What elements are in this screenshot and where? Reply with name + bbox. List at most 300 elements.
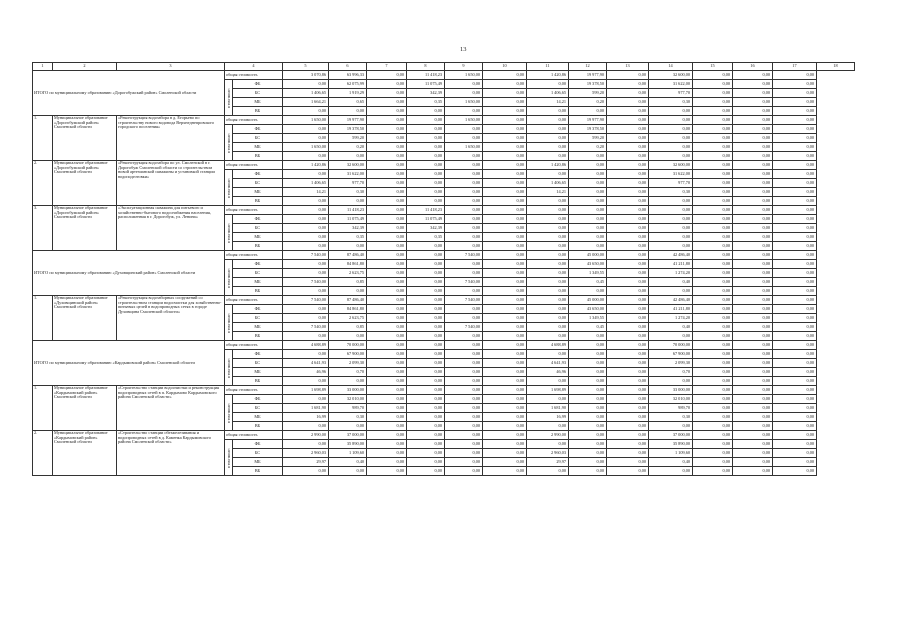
column-number-cell: 5 bbox=[283, 63, 329, 71]
value-cell: 0,00 bbox=[283, 377, 329, 386]
value-cell: 0,00 bbox=[649, 332, 693, 341]
value-cell: 45 000,00 bbox=[569, 251, 607, 260]
value-cell: 0,00 bbox=[569, 215, 607, 224]
value-cell: 989,70 bbox=[649, 404, 693, 413]
value-cell: 0,00 bbox=[607, 305, 649, 314]
value-cell: 0,00 bbox=[693, 341, 733, 350]
value-cell: 0,00 bbox=[407, 440, 445, 449]
value-cell: 0,00 bbox=[483, 71, 527, 80]
value-cell: 0,00 bbox=[283, 152, 329, 161]
value-cell: 0,00 bbox=[407, 449, 445, 458]
value-cell: 0,00 bbox=[445, 368, 483, 377]
value-cell: 0,00 bbox=[773, 386, 817, 395]
value-cell: 0,00 bbox=[329, 152, 367, 161]
cost-type-label: общая стоимость bbox=[225, 296, 283, 305]
value-cell: 0,00 bbox=[733, 107, 773, 116]
value-cell: 4 641,93 bbox=[283, 359, 329, 368]
value-cell: 0,00 bbox=[407, 431, 445, 440]
value-cell: 7 540,00 bbox=[283, 323, 329, 332]
value-cell: 0,00 bbox=[693, 242, 733, 251]
value-cell: 0,00 bbox=[367, 170, 407, 179]
value-cell: 43 650,00 bbox=[569, 305, 607, 314]
value-cell: 0,00 bbox=[445, 467, 483, 476]
value-cell: 0,00 bbox=[407, 395, 445, 404]
value-cell: 0,00 bbox=[693, 467, 733, 476]
value-cell: 0,35 bbox=[407, 233, 445, 242]
funding-source-label: МБ bbox=[233, 98, 283, 107]
value-cell: 0,00 bbox=[607, 332, 649, 341]
value-cell: 0,00 bbox=[407, 134, 445, 143]
in-that-number-text: в том числе: bbox=[226, 267, 231, 288]
value-cell: 0,00 bbox=[445, 269, 483, 278]
in-that-number-text: в том числе: bbox=[226, 177, 231, 198]
value-cell: 1 681,90 bbox=[527, 404, 569, 413]
value-cell: 32 010,00 bbox=[649, 395, 693, 404]
value-cell: 0,00 bbox=[607, 404, 649, 413]
value-cell: 0,00 bbox=[693, 422, 733, 431]
value-cell: 0,00 bbox=[367, 413, 407, 422]
value-cell: 977,70 bbox=[649, 89, 693, 98]
value-cell: 0,00 bbox=[649, 143, 693, 152]
municipality-name: Муниципальное образование «Дорогобужский район» Смоленской области bbox=[53, 116, 117, 161]
value-cell: 0,00 bbox=[527, 206, 569, 215]
value-cell: 0,00 bbox=[367, 422, 407, 431]
value-cell: 0,00 bbox=[693, 413, 733, 422]
column-number-cell: 16 bbox=[733, 63, 773, 71]
value-cell: 977,70 bbox=[329, 179, 367, 188]
value-cell: 0,20 bbox=[569, 98, 607, 107]
municipality-name: Муниципальное образование «Кардымовский район» Смоленской области bbox=[53, 386, 117, 431]
funding-source-label: БС bbox=[233, 269, 283, 278]
value-cell: 0,00 bbox=[569, 449, 607, 458]
value-cell: 0,85 bbox=[329, 278, 367, 287]
value-cell: 35 890,00 bbox=[329, 440, 367, 449]
value-cell: 16,99 bbox=[527, 413, 569, 422]
value-cell: 0,00 bbox=[607, 440, 649, 449]
value-cell: 0,00 bbox=[483, 395, 527, 404]
value-cell: 0,00 bbox=[649, 224, 693, 233]
value-cell: 0,00 bbox=[773, 350, 817, 359]
value-cell: 0,00 bbox=[773, 395, 817, 404]
value-cell: 0,00 bbox=[693, 269, 733, 278]
value-cell: 0,00 bbox=[407, 251, 445, 260]
total-label: ИТОГО по муниципальному образованию «Дорогобужский район» Смоленской области bbox=[33, 71, 225, 116]
value-cell: 45 000,00 bbox=[569, 296, 607, 305]
value-cell: 0,00 bbox=[693, 179, 733, 188]
column-number-cell: 15 bbox=[693, 63, 733, 71]
value-cell: 0,00 bbox=[283, 80, 329, 89]
value-cell: 0,00 bbox=[483, 341, 527, 350]
value-cell: 1 109,60 bbox=[329, 449, 367, 458]
value-cell: 4 688,89 bbox=[283, 341, 329, 350]
value-cell: 0,00 bbox=[367, 440, 407, 449]
value-cell: 0,00 bbox=[733, 251, 773, 260]
value-cell: 87 486,40 bbox=[329, 251, 367, 260]
column-number-cell: 18 bbox=[817, 63, 855, 71]
value-cell: 0,00 bbox=[773, 467, 817, 476]
municipality-name: Муниципальное образование «Дорогобужский район» Смоленской области bbox=[53, 206, 117, 251]
value-cell: 19 977,90 bbox=[329, 116, 367, 125]
value-cell: 0,00 bbox=[527, 296, 569, 305]
value-cell: 0,00 bbox=[407, 242, 445, 251]
value-cell: 0,00 bbox=[733, 71, 773, 80]
value-cell: 0,00 bbox=[483, 422, 527, 431]
value-cell: 0,00 bbox=[607, 161, 649, 170]
value-cell: 0,00 bbox=[607, 143, 649, 152]
value-cell: 0,00 bbox=[649, 197, 693, 206]
value-cell: 0,00 bbox=[773, 143, 817, 152]
value-cell: 0,00 bbox=[407, 161, 445, 170]
value-cell: 2 623,75 bbox=[329, 269, 367, 278]
object-name: «Строительство станции водоочистки и реконструкция водопроводных сетей в п. Кардымово Кардымовского района Смоленской области» bbox=[117, 386, 225, 431]
value-cell: 0,00 bbox=[773, 242, 817, 251]
value-cell: 0,00 bbox=[733, 296, 773, 305]
value-cell: 1 349,55 bbox=[569, 269, 607, 278]
value-cell: 0,00 bbox=[445, 350, 483, 359]
column-number-cell: 10 bbox=[483, 63, 527, 71]
value-cell: 342,39 bbox=[407, 89, 445, 98]
funding-source-label: БС bbox=[233, 404, 283, 413]
value-cell: 0,00 bbox=[483, 323, 527, 332]
value-cell: 4 688,89 bbox=[527, 341, 569, 350]
value-cell: 0,30 bbox=[329, 413, 367, 422]
value-cell: 0,00 bbox=[607, 116, 649, 125]
value-cell: 19 378,50 bbox=[569, 125, 607, 134]
value-cell: 0,00 bbox=[607, 224, 649, 233]
value-cell: 63 996,33 bbox=[329, 71, 367, 80]
item-number: 1. bbox=[33, 386, 53, 431]
value-cell: 0,00 bbox=[607, 314, 649, 323]
value-cell: 0,00 bbox=[773, 215, 817, 224]
in-that-number-text: в том числе: bbox=[226, 447, 231, 468]
column-number-cell: 7 bbox=[367, 63, 407, 71]
value-cell: 0,00 bbox=[733, 242, 773, 251]
value-cell: 0,00 bbox=[569, 368, 607, 377]
value-cell: 0,00 bbox=[407, 314, 445, 323]
value-cell: 11 418,23 bbox=[407, 71, 445, 80]
value-cell: 0,00 bbox=[367, 179, 407, 188]
value-cell: 0,00 bbox=[407, 386, 445, 395]
column-number-cell: 2 bbox=[53, 63, 117, 71]
value-cell: 1 650,00 bbox=[445, 98, 483, 107]
value-cell: 1 406,65 bbox=[527, 89, 569, 98]
cost-type-label: общая стоимость bbox=[225, 251, 283, 260]
value-cell: 1 650,00 bbox=[283, 116, 329, 125]
value-cell: 0,00 bbox=[607, 197, 649, 206]
value-cell: 0,00 bbox=[367, 350, 407, 359]
table-body bbox=[33, 63, 855, 476]
value-cell: 0,00 bbox=[283, 134, 329, 143]
value-cell: 0,00 bbox=[733, 386, 773, 395]
value-cell: 0,00 bbox=[607, 215, 649, 224]
value-cell: 1 919,29 bbox=[329, 89, 367, 98]
value-cell: 0,00 bbox=[367, 233, 407, 242]
value-cell: 0,00 bbox=[607, 242, 649, 251]
value-cell: 0,00 bbox=[607, 80, 649, 89]
column-number-cell: 3 bbox=[117, 63, 225, 71]
value-cell: 0,00 bbox=[367, 458, 407, 467]
value-cell: 0,00 bbox=[607, 269, 649, 278]
value-cell: 0,00 bbox=[733, 152, 773, 161]
value-cell: 0,00 bbox=[527, 107, 569, 116]
value-cell: 0,00 bbox=[367, 395, 407, 404]
value-cell: 0,00 bbox=[607, 188, 649, 197]
funding-source-label: БС bbox=[233, 224, 283, 233]
value-cell: 0,00 bbox=[407, 296, 445, 305]
value-cell: 7 540,00 bbox=[283, 251, 329, 260]
object-name: «Реконструкция водозабора по ул. Смоленской в г. Дорогобуж Смоленской области со строительством новой артезианской скважины и установкой станции водоподготовки» bbox=[117, 161, 225, 206]
value-cell: 0,00 bbox=[607, 260, 649, 269]
value-cell: 0,00 bbox=[483, 251, 527, 260]
value-cell: 0,00 bbox=[367, 197, 407, 206]
value-cell: 0,00 bbox=[407, 332, 445, 341]
value-cell: 0,00 bbox=[693, 80, 733, 89]
value-cell: 0,00 bbox=[773, 80, 817, 89]
value-cell: 0,00 bbox=[649, 134, 693, 143]
value-cell: 1 420,86 bbox=[283, 161, 329, 170]
funding-source-label: ВБ bbox=[233, 467, 283, 476]
value-cell: 0,00 bbox=[649, 377, 693, 386]
value-cell: 0,00 bbox=[569, 188, 607, 197]
value-cell: 0,00 bbox=[693, 71, 733, 80]
value-cell: 0,00 bbox=[569, 170, 607, 179]
value-cell: 2 990,00 bbox=[283, 431, 329, 440]
value-cell: 0,00 bbox=[733, 449, 773, 458]
value-cell: 0,30 bbox=[649, 188, 693, 197]
value-cell: 0,00 bbox=[693, 188, 733, 197]
total-label: ИТОГО по муниципальному образованию «Духовщинский район» Смоленской области bbox=[33, 251, 225, 296]
value-cell: 1 650,00 bbox=[445, 143, 483, 152]
value-cell: 0,00 bbox=[527, 260, 569, 269]
value-cell: 42 486,40 bbox=[649, 296, 693, 305]
value-cell: 977,70 bbox=[649, 179, 693, 188]
value-cell: 0,00 bbox=[733, 368, 773, 377]
value-cell: 7 540,00 bbox=[445, 278, 483, 287]
value-cell: 0,00 bbox=[407, 188, 445, 197]
value-cell: 0,00 bbox=[569, 440, 607, 449]
value-cell: 0,00 bbox=[649, 215, 693, 224]
value-cell: 0,00 bbox=[527, 395, 569, 404]
value-cell: 0,00 bbox=[733, 188, 773, 197]
value-cell: 0,00 bbox=[733, 278, 773, 287]
funding-source-label: ВБ bbox=[233, 152, 283, 161]
value-cell: 0,00 bbox=[733, 143, 773, 152]
value-cell: 0,00 bbox=[367, 431, 407, 440]
column-number-cell: 4 bbox=[225, 63, 283, 71]
value-cell: 0,00 bbox=[483, 242, 527, 251]
value-cell: 0,00 bbox=[483, 260, 527, 269]
value-cell: 0,00 bbox=[367, 278, 407, 287]
value-cell: 0,00 bbox=[445, 305, 483, 314]
value-cell: 0,00 bbox=[483, 287, 527, 296]
value-cell: 0,00 bbox=[445, 242, 483, 251]
value-cell: 0,00 bbox=[733, 269, 773, 278]
funding-source-label: МБ bbox=[233, 413, 283, 422]
value-cell: 0,35 bbox=[329, 233, 367, 242]
value-cell: 32 600,00 bbox=[329, 161, 367, 170]
funding-source-label: ФБ bbox=[233, 440, 283, 449]
value-cell: 0,00 bbox=[367, 206, 407, 215]
value-cell: 0,00 bbox=[445, 404, 483, 413]
value-cell: 1 650,00 bbox=[445, 71, 483, 80]
value-cell: 0,00 bbox=[733, 305, 773, 314]
value-cell: 0,00 bbox=[445, 152, 483, 161]
value-cell: 0,00 bbox=[569, 332, 607, 341]
value-cell: 19 378,50 bbox=[329, 125, 367, 134]
value-cell: 0,00 bbox=[445, 287, 483, 296]
value-cell: 0,00 bbox=[607, 323, 649, 332]
in-that-number-label bbox=[225, 80, 233, 116]
value-cell: 0,00 bbox=[569, 161, 607, 170]
value-cell: 0,00 bbox=[527, 323, 569, 332]
value-cell: 0,00 bbox=[283, 287, 329, 296]
value-cell: 43 650,00 bbox=[569, 260, 607, 269]
value-cell: 7 540,00 bbox=[445, 323, 483, 332]
value-cell: 0,00 bbox=[483, 188, 527, 197]
value-cell: 0,00 bbox=[693, 395, 733, 404]
value-cell: 0,00 bbox=[693, 431, 733, 440]
in-that-number-label bbox=[225, 260, 233, 296]
value-cell: 0,00 bbox=[693, 440, 733, 449]
value-cell: 0,00 bbox=[733, 179, 773, 188]
value-cell: 0,00 bbox=[445, 422, 483, 431]
value-cell: 41 211,80 bbox=[649, 305, 693, 314]
value-cell: 0,00 bbox=[483, 359, 527, 368]
column-number-cell: 8 bbox=[407, 63, 445, 71]
value-cell: 0,00 bbox=[367, 359, 407, 368]
value-cell: 0,00 bbox=[607, 377, 649, 386]
value-cell: 0,00 bbox=[445, 125, 483, 134]
value-cell: 19 378,50 bbox=[569, 80, 607, 89]
value-cell: 0,00 bbox=[407, 368, 445, 377]
value-cell: 3 070,86 bbox=[283, 71, 329, 80]
value-cell: 7 540,00 bbox=[283, 278, 329, 287]
funding-source-label: ВБ bbox=[233, 287, 283, 296]
value-cell: 0,00 bbox=[407, 107, 445, 116]
value-cell: 0,00 bbox=[693, 152, 733, 161]
value-cell: 0,85 bbox=[329, 323, 367, 332]
value-cell: 0,70 bbox=[329, 368, 367, 377]
value-cell: 0,00 bbox=[569, 359, 607, 368]
value-cell: 0,00 bbox=[773, 179, 817, 188]
value-cell: 0,00 bbox=[367, 404, 407, 413]
value-cell: 0,00 bbox=[407, 350, 445, 359]
value-cell: 0,00 bbox=[445, 89, 483, 98]
value-cell: 0,00 bbox=[569, 422, 607, 431]
column-number-cell: 11 bbox=[527, 63, 569, 71]
value-cell: 70 000,00 bbox=[649, 341, 693, 350]
value-cell: 32 010,00 bbox=[329, 395, 367, 404]
value-cell: 0,00 bbox=[527, 116, 569, 125]
in-that-number-label bbox=[225, 170, 233, 206]
value-cell: 1 274,20 bbox=[649, 314, 693, 323]
table-row bbox=[33, 71, 855, 80]
value-cell: 0,00 bbox=[693, 458, 733, 467]
value-cell: 0,00 bbox=[367, 260, 407, 269]
value-cell: 0,00 bbox=[773, 188, 817, 197]
table-row bbox=[33, 341, 855, 350]
value-cell: 16,99 bbox=[283, 413, 329, 422]
funding-source-label: ВБ bbox=[233, 377, 283, 386]
in-that-number-label bbox=[225, 350, 233, 386]
value-cell: 0,00 bbox=[283, 269, 329, 278]
value-cell: 0,00 bbox=[445, 170, 483, 179]
value-cell: 0,00 bbox=[569, 206, 607, 215]
value-cell: 0,00 bbox=[367, 332, 407, 341]
value-cell: 0,00 bbox=[527, 233, 569, 242]
value-cell: 0,00 bbox=[527, 215, 569, 224]
value-cell: 0,00 bbox=[445, 341, 483, 350]
value-cell: 0,00 bbox=[693, 350, 733, 359]
value-cell: 0,00 bbox=[693, 359, 733, 368]
value-cell: 0,00 bbox=[773, 152, 817, 161]
value-cell: 0,00 bbox=[445, 458, 483, 467]
cost-type-label: общая стоимость bbox=[225, 206, 283, 215]
cost-type-label: общая стоимость bbox=[225, 71, 283, 80]
value-cell: 42 486,40 bbox=[649, 251, 693, 260]
value-cell: 0,00 bbox=[569, 152, 607, 161]
value-cell: 0,40 bbox=[649, 278, 693, 287]
value-cell: 0,00 bbox=[607, 368, 649, 377]
value-cell: 33 000,00 bbox=[329, 386, 367, 395]
value-cell: 0,00 bbox=[527, 314, 569, 323]
value-cell: 0,00 bbox=[527, 224, 569, 233]
value-cell: 0,00 bbox=[367, 71, 407, 80]
value-cell: 0,00 bbox=[527, 251, 569, 260]
value-cell: 0,00 bbox=[693, 314, 733, 323]
value-cell: 0,00 bbox=[527, 287, 569, 296]
value-cell: 0,00 bbox=[733, 323, 773, 332]
value-cell: 0,00 bbox=[445, 431, 483, 440]
value-cell: 2 099,30 bbox=[649, 359, 693, 368]
value-cell: 1 109,60 bbox=[649, 449, 693, 458]
value-cell: 0,00 bbox=[607, 125, 649, 134]
value-cell: 0,00 bbox=[773, 314, 817, 323]
value-cell: 599,20 bbox=[569, 89, 607, 98]
value-cell: 0,00 bbox=[367, 188, 407, 197]
funding-source-label: МБ bbox=[233, 458, 283, 467]
value-cell: 0,00 bbox=[569, 458, 607, 467]
value-cell: 0,65 bbox=[329, 98, 367, 107]
value-cell: 0,00 bbox=[527, 269, 569, 278]
value-cell: 31 622,00 bbox=[329, 170, 367, 179]
value-cell: 0,00 bbox=[407, 305, 445, 314]
column-number-cell: 17 bbox=[773, 63, 817, 71]
value-cell: 0,00 bbox=[445, 359, 483, 368]
value-cell: 2 960,03 bbox=[283, 449, 329, 458]
value-cell: 0,00 bbox=[367, 269, 407, 278]
value-cell: 0,00 bbox=[367, 449, 407, 458]
item-number: 3. bbox=[33, 206, 53, 251]
value-cell: 87 486,40 bbox=[329, 296, 367, 305]
value-cell: 0,45 bbox=[569, 278, 607, 287]
value-cell: 32 600,00 bbox=[649, 161, 693, 170]
value-cell: 0,00 bbox=[407, 404, 445, 413]
value-cell: 0,00 bbox=[773, 458, 817, 467]
value-cell: 1 664,21 bbox=[283, 98, 329, 107]
value-cell: 0,00 bbox=[607, 251, 649, 260]
municipality-name: Муниципальное образование «Дорогобужский район» Смоленской области bbox=[53, 161, 117, 206]
value-cell: 0,00 bbox=[329, 467, 367, 476]
value-cell: 0,00 bbox=[693, 323, 733, 332]
value-cell: 0,00 bbox=[607, 206, 649, 215]
column-number-row bbox=[33, 63, 855, 71]
value-cell: 0,00 bbox=[693, 377, 733, 386]
value-cell: 0,00 bbox=[407, 143, 445, 152]
value-cell: 2 990,00 bbox=[527, 431, 569, 440]
value-cell: 0,00 bbox=[693, 278, 733, 287]
value-cell: 0,00 bbox=[773, 134, 817, 143]
